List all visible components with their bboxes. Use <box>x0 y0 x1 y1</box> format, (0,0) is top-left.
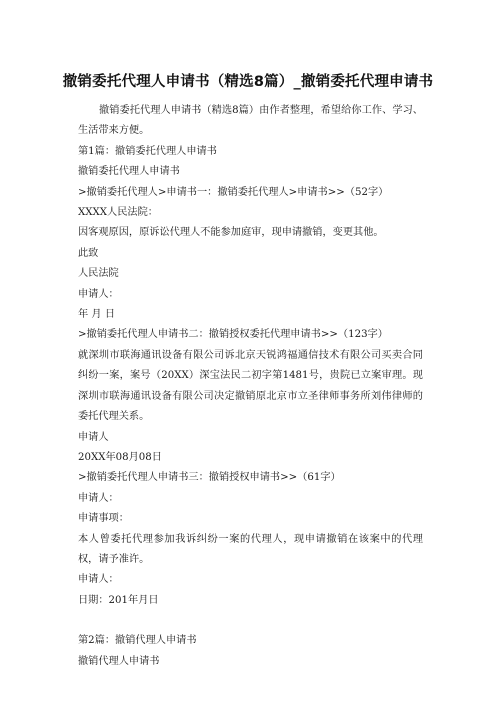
link-text[interactable]: >撤销委托代理人申请书三：撤销授权申请书>>（61字） <box>78 472 341 484</box>
spacer <box>78 611 423 631</box>
document-title: 撤销委托代理人申请书（精选8篇）_撤销委托代理申请书 <box>62 74 434 90</box>
body-paragraph: 就深圳市联海通讯设备有限公司诉北京天锐鸿福通信技术有限公司买卖合同纠纷一案，案号（20XX）深宝法民二初字第1481号，贵院已立案审理。现深圳市联海通讯设备有限公司决定撤销原北京市立圣律师事务所刘伟律师的委托代理关系。 <box>78 349 423 423</box>
link-text[interactable]: >撤销委托代理人申请书二：撤销授权委托代理申请书>>（123字） <box>78 329 388 341</box>
applicant-label: 申请人 <box>78 431 109 443</box>
subheading: 撤销委托代理人申请书 <box>78 166 180 178</box>
applicant-label: 申请人： <box>78 574 119 586</box>
closing-salutation: 此致 <box>78 247 99 259</box>
date-line: 20XX年08月08日 <box>78 451 162 463</box>
section-heading: 第2篇：撤销代理人申请书 <box>78 635 197 647</box>
applicant-label: 申请人： <box>78 288 119 300</box>
body-paragraph: 本人曾委托代理参加我诉纠纷一案的代理人，现申请撤销在该案中的代理权，请予准许。 <box>78 533 423 565</box>
section-heading: 第1篇：撤销委托代理人申请书 <box>78 145 217 157</box>
body-paragraph: 因客观原因，原诉讼代理人不能参加庭审，现申请撤销，变更其他。 <box>78 227 384 239</box>
subheading: 撤销代理人申请书 <box>78 655 160 667</box>
court-name: 人民法院 <box>78 268 119 280</box>
intro-paragraph: 撤销委托代理人申请书（精选8篇）由作者整理，希望给你工作、学习、生活带来方便。 <box>78 105 423 137</box>
date-line: 日期：201年月日 <box>78 594 159 606</box>
applicant-label: 申请人： <box>78 492 119 504</box>
date-line: 年 月 日 <box>78 309 116 321</box>
link-text[interactable]: >撤销委托代理人>申请书一：撤销委托代理人>申请书>>（52字） <box>78 186 389 198</box>
request-label: 申请事项： <box>78 513 129 525</box>
document-body <box>78 101 423 672</box>
addressee: XXXX人民法院： <box>78 207 158 219</box>
